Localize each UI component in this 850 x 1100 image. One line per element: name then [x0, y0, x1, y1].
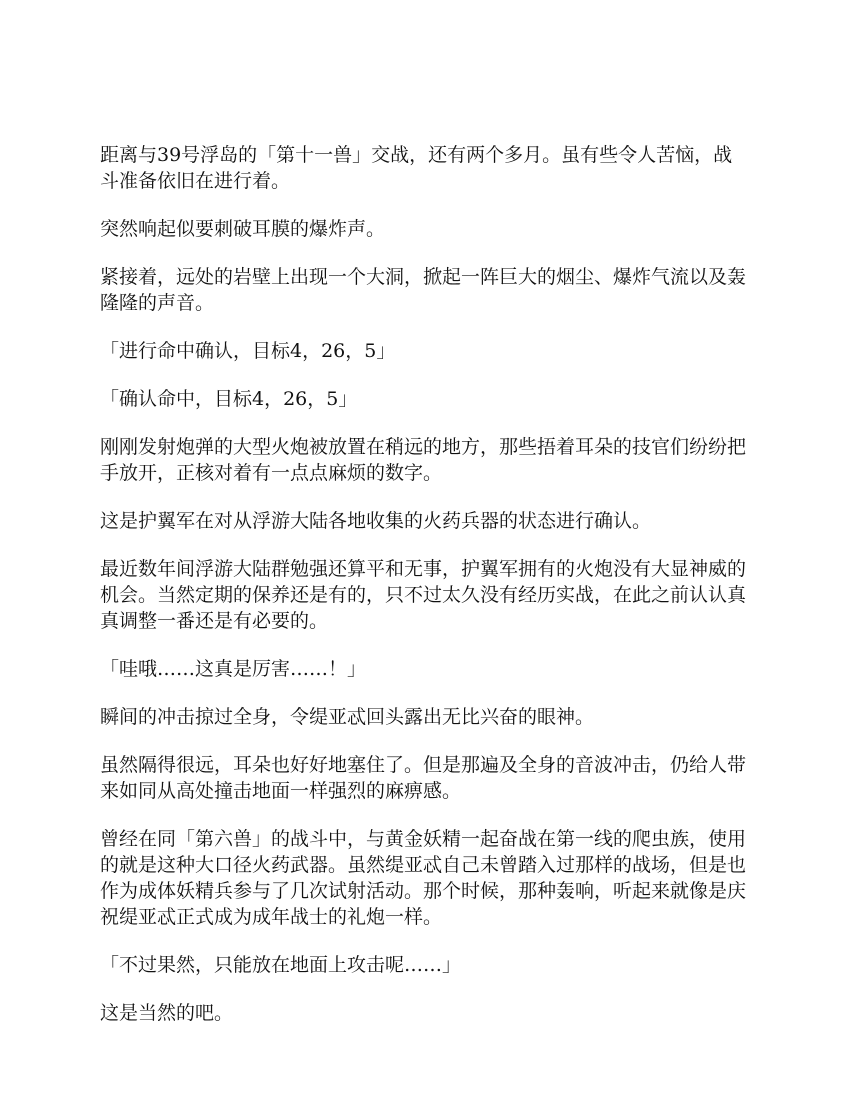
paragraph: 瞬间的冲击掠过全身，令缇亚忒回头露出无比兴奋的眼神。 — [100, 706, 595, 728]
paragraph: 突然响起似要刺破耳膜的爆炸声。 — [100, 218, 386, 240]
paragraph: 这是护翼军在对从浮游大陆各地收集的火药兵器的状态进行确认。 — [100, 510, 652, 532]
dialogue-line: 「哇哦……这真是厉害……！」 — [100, 658, 367, 680]
paragraph: 虽然隔得很远，耳朵也好好地塞住了。但是那遍及全身的音波冲击，仍给人带来如同从高处撞击地面一样强烈的麻痹感。 — [100, 754, 747, 802]
dialogue-line: 「确认命中，目标4，26，5」 — [100, 388, 358, 410]
dialogue-line: 「不过果然，只能放在地面上攻击呢……」 — [100, 954, 462, 976]
paragraph: 这是当然的吧。 — [100, 1002, 234, 1024]
paragraph: 刚刚发射炮弹的大型火炮被放置在稍远的地方，那些捂着耳朵的技官们纷纷把手放开，正核对着有一点点麻烦的数字。 — [100, 436, 747, 484]
document-page — [100, 142, 750, 1048]
dialogue-line: 「进行命中确认，目标4，26，5」 — [100, 340, 396, 362]
paragraph: 距离与39号浮岛的「第十一兽」交战，还有两个多月。虽有些令人苦恼，战斗准备依旧在进行着。 — [100, 144, 733, 192]
paragraph: 紧接着，远处的岩壁上出现一个大洞，掀起一阵巨大的烟尘、爆炸气流以及轰隆隆的声音。 — [100, 266, 747, 314]
paragraph: 最近数年间浮游大陆群勉强还算平和无事，护翼军拥有的火炮没有大显神威的机会。当然定期的保养还是有的，只不过太久没有经历实战，在此之前认认真真调整一番还是有必要的。 — [100, 558, 747, 632]
paragraph: 曾经在同「第六兽」的战斗中，与黄金妖精一起奋战在第一线的爬虫族，使用的就是这种大口径火药武器。虽然缇亚忒自己未曾踏入过那样的战场，但是也作为成体妖精兵参与了几次试射活动。那个时候，那种轰响，听起来就像是庆祝缇亚忒正式成为成年战士的礼炮一样。 — [100, 828, 747, 928]
